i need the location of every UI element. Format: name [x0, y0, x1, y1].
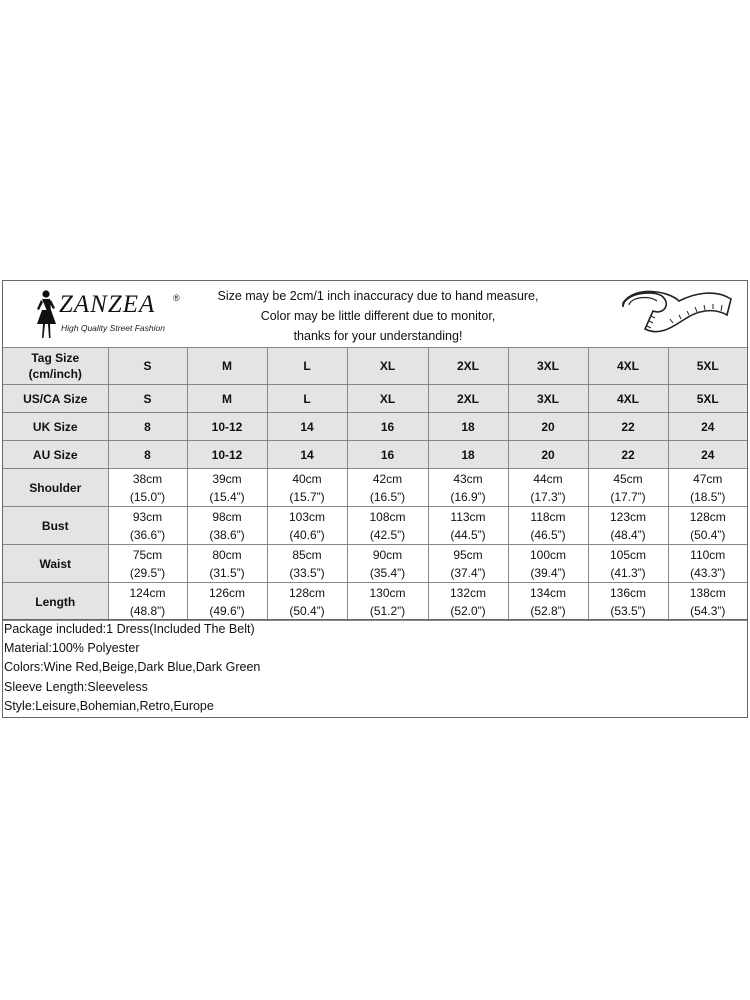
size-cell: 10-12 [187, 413, 267, 441]
measurement-cm: 126cm [208, 585, 246, 600]
measurement-cm: 44cm [533, 471, 563, 486]
measurement-cm: 43cm [453, 471, 483, 486]
measurement-cell [668, 469, 747, 507]
measurement-cm: 108cm [369, 509, 406, 524]
measurement-cell [108, 507, 187, 545]
registered-mark: ® [173, 293, 180, 303]
notice-line: Size may be 2cm/1 inch inaccuracy due to hand measure, [217, 289, 539, 303]
size-cell: 18 [428, 441, 508, 469]
tag-size-label: Tag Size [31, 351, 80, 365]
measurement-cm: 132cm [449, 585, 487, 600]
uk-size-row [3, 413, 747, 441]
detail-material: Material:100% Polyester [4, 641, 140, 656]
measurement-cm: 136cm [609, 585, 647, 600]
size-cell: 24 [668, 413, 747, 441]
measurement-cell [267, 545, 347, 583]
measurement-cm: 110cm [690, 547, 726, 562]
size-cell: 20 [508, 413, 588, 441]
measurement-inch: (44.5”) [450, 527, 486, 542]
measurement-row-length [3, 583, 747, 621]
measurement-cell [267, 469, 347, 507]
measurement-inch: (39.4”) [530, 565, 566, 580]
measurement-inch: (15.4”) [209, 489, 245, 504]
measurement-cell [428, 507, 508, 545]
measurement-cell [588, 469, 668, 507]
measurement-cell [508, 469, 588, 507]
brand-tagline: High Quality Street Fashion [61, 323, 165, 333]
measurement-label: Waist [3, 545, 108, 583]
size-cell: 3XL [508, 348, 588, 385]
measurement-cell [347, 507, 428, 545]
measurement-inch: (17.3”) [530, 489, 566, 504]
us-size-header: US/CA Size [3, 385, 108, 413]
detail-sleeve: Sleeve Length:Sleeveless [4, 679, 148, 694]
measurement-row-bust [3, 507, 747, 545]
us-size-row [3, 385, 747, 413]
size-cell: S [108, 348, 187, 385]
size-cell: XL [347, 348, 428, 385]
brand-logo [33, 289, 193, 341]
measurement-cell [187, 583, 267, 621]
measurement-inch: (16.5”) [369, 489, 406, 504]
measurement-inch: (49.6”) [209, 603, 245, 618]
size-cell: 4XL [588, 385, 668, 413]
measurement-cm: 100cm [529, 547, 567, 562]
measurement-inch: (15.7”) [289, 489, 325, 504]
measurement-inch: (29.5”) [129, 565, 166, 580]
measurement-cell [267, 583, 347, 621]
measurement-inch: (40.6”) [289, 527, 325, 542]
measurement-inch: (52.8”) [530, 603, 566, 618]
measurement-cm: 128cm [288, 585, 326, 600]
measurement-inch: (50.4”) [289, 603, 325, 618]
size-cell: L [267, 348, 347, 385]
measurement-inch: (38.6”) [209, 527, 245, 542]
tag-size-row [3, 348, 747, 385]
size-cell: 4XL [588, 348, 668, 385]
measurement-cm: 118cm [530, 509, 566, 524]
measurement-cell [347, 583, 428, 621]
measurement-inch: (37.4”) [450, 565, 486, 580]
woman-silhouette-icon [33, 289, 59, 341]
size-cell: L [267, 385, 347, 413]
measurement-cm: 47cm [693, 471, 723, 486]
measurement-cm: 38cm [132, 471, 163, 486]
size-cell: XL [347, 385, 428, 413]
measurement-cm: 105cm [609, 547, 647, 562]
measurement-inch: (16.9”) [450, 489, 486, 504]
measurement-inch: (48.4”) [610, 527, 646, 542]
measurement-inch: (36.6”) [129, 527, 166, 542]
measurement-cell [187, 545, 267, 583]
measurement-cm: 95cm [453, 547, 483, 562]
measurement-notice [193, 286, 563, 346]
au-size-header: AU Size [3, 441, 108, 469]
size-cell: 8 [108, 413, 187, 441]
measurement-inch: (31.5”) [209, 565, 245, 580]
measurement-cell [668, 545, 747, 583]
brand-name: ZANZEA [59, 291, 156, 318]
detail-package: Package included:1 Dress(Included The Belt) [4, 622, 255, 636]
measurement-cell [108, 545, 187, 583]
size-cell: 20 [508, 441, 588, 469]
measurement-inch: (41.3”) [610, 565, 646, 580]
banner [3, 281, 747, 348]
measurement-inch: (46.5”) [530, 527, 566, 542]
size-table [3, 347, 747, 621]
measurement-cell [588, 507, 668, 545]
measurement-cell [428, 545, 508, 583]
measurement-inch: (53.5”) [610, 603, 646, 618]
measurement-inch: (18.5”) [690, 489, 726, 504]
size-cell: S [108, 385, 187, 413]
size-cell: 16 [347, 441, 428, 469]
measurement-cm: 45cm [613, 471, 643, 486]
measurement-cell [428, 583, 508, 621]
detail-style: Style:Leisure,Bohemian,Retro,Europe [4, 698, 214, 713]
measurement-cm: 80cm [212, 547, 242, 562]
measurement-inch: (42.5”) [369, 527, 406, 542]
measurement-inch: (17.7”) [610, 489, 646, 504]
size-cell: 22 [588, 441, 668, 469]
measurement-label: Length [3, 583, 108, 621]
size-cell: 10-12 [187, 441, 267, 469]
notice-line: thanks for your understanding! [293, 329, 463, 343]
tag-size-unit: (cm/inch) [28, 367, 82, 381]
measurement-cm: 128cm [689, 509, 726, 524]
measurement-cell [668, 583, 747, 621]
measurement-cm: 130cm [369, 585, 406, 600]
size-chart-sheet [2, 280, 748, 718]
measurement-inch: (51.2”) [369, 603, 406, 618]
measurement-cell [187, 507, 267, 545]
measurement-cm: 98cm [212, 509, 242, 524]
measurement-inch: (43.3”) [690, 565, 726, 580]
size-cell: 5XL [668, 348, 747, 385]
measurement-cm: 103cm [288, 509, 326, 524]
measurement-cm: 93cm [132, 509, 163, 524]
size-cell: 24 [668, 441, 747, 469]
measurement-cm: 90cm [372, 547, 403, 562]
size-cell: 3XL [508, 385, 588, 413]
measurement-cm: 75cm [132, 547, 163, 562]
measurement-cell [508, 507, 588, 545]
measurement-cell [588, 545, 668, 583]
measurement-cell [108, 469, 187, 507]
notice-line: Color may be little different due to monitor, [260, 309, 496, 323]
product-details [3, 619, 747, 716]
size-cell: 2XL [428, 348, 508, 385]
size-cell: 22 [588, 413, 668, 441]
measurement-inch: (33.5”) [289, 565, 325, 580]
measurement-cm: 134cm [529, 585, 567, 600]
detail-colors: Colors:Wine Red,Beige,Dark Blue,Dark Green [4, 660, 261, 675]
measurement-cm: 138cm [689, 585, 726, 600]
measurement-row-waist [3, 545, 747, 583]
size-cell: 16 [347, 413, 428, 441]
size-cell: M [187, 348, 267, 385]
measurement-inch: (50.4”) [690, 527, 726, 542]
measurement-cell [187, 469, 267, 507]
measurement-rows [3, 469, 747, 621]
au-size-row [3, 441, 747, 469]
measuring-tape-icon [615, 285, 735, 343]
measurement-cell [508, 545, 588, 583]
measurement-cell [668, 507, 747, 545]
measurement-cm: 113cm [450, 509, 486, 524]
measurement-cm: 85cm [292, 547, 322, 562]
size-cell: M [187, 385, 267, 413]
measurement-label: Bust [3, 507, 108, 545]
measurement-cell [267, 507, 347, 545]
measurement-label: Shoulder [3, 469, 108, 507]
size-cell: 18 [428, 413, 508, 441]
size-cell: 5XL [668, 385, 747, 413]
measurement-inch: (15.0”) [129, 489, 166, 504]
tag-size-header [3, 348, 108, 385]
uk-size-header: UK Size [3, 413, 108, 441]
measurement-inch: (52.0”) [450, 603, 486, 618]
measurement-cell [508, 583, 588, 621]
size-cell: 8 [108, 441, 187, 469]
measurement-cm: 40cm [292, 471, 322, 486]
measurement-cm: 39cm [212, 471, 242, 486]
measurement-inch: (35.4”) [369, 565, 406, 580]
measurement-inch: (48.8”) [129, 603, 166, 618]
measurement-cell [428, 469, 508, 507]
measurement-cm: 124cm [129, 585, 166, 600]
measurement-row-shoulder [3, 469, 747, 507]
measurement-cm: 123cm [609, 509, 647, 524]
size-cell: 2XL [428, 385, 508, 413]
measurement-cell [347, 545, 428, 583]
measurement-cell [108, 583, 187, 621]
measurement-cm: 42cm [372, 471, 403, 486]
measurement-cell [347, 469, 428, 507]
measurement-cell [588, 583, 668, 621]
size-cell: 14 [267, 441, 347, 469]
size-cell: 14 [267, 413, 347, 441]
measurement-inch: (54.3”) [690, 603, 726, 618]
